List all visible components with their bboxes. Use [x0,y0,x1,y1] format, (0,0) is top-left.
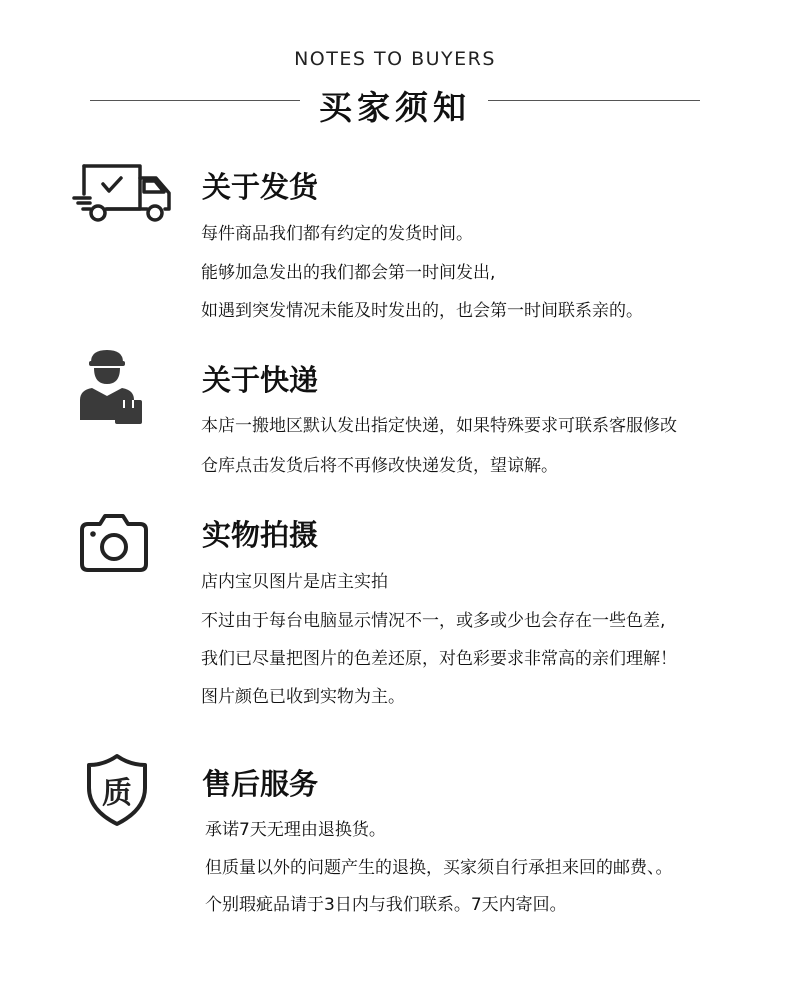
after-sales-line-3: 个别瑕疵品请于3日内与我们联系。7天内寄回。 [205,895,567,915]
shipping-line-1: 每件商品我们都有约定的发货时间。 [201,224,473,244]
after-sales-line-1: 承诺7天无理由退换货。 [205,820,386,840]
shipping-line-2: 能够加急发出的我们都会第一时间发出, [201,263,496,283]
notes-title-en: NOTES TO BUYERS [294,48,496,70]
photos-line-1: 店内宝贝图片是店主实拍 [201,572,388,592]
photos-line-2: 不过由于每台电脑显示情况不一，或多或少也会存在一些色差, [201,611,666,631]
shipping-line-3: 如遇到突发情况未能及时发出的，也会第一时间联系亲的。 [201,301,643,321]
photos-line-4: 图片颜色已收到实物为主。 [201,687,405,707]
camera-icon [78,512,150,574]
section-heading-photos: 实物拍摄 [202,518,319,552]
quality-character: 质 [102,776,132,811]
section-heading-after-sales: 售后服务 [202,767,319,801]
notes-title-zh: 买家须知 [319,88,471,127]
section-heading-shipping: 关于发货 [202,170,319,204]
courier-icon [78,348,144,428]
quality-shield-badge [84,752,150,828]
delivery-truck-icon [70,160,174,226]
photos-line-3: 我们已尽量把图片的色差还原，对色彩要求非常高的亲们理解！ [201,649,677,669]
after-sales-line-2: 但质量以外的问题产生的退换，买家须自行承担来回的邮费、。 [205,858,673,878]
title-divider-right [488,100,700,101]
section-heading-courier: 关于快递 [202,363,319,397]
courier-line-1: 本店一搬地区默认发出指定快递，如果特殊要求可联系客服修改 [201,416,677,436]
courier-line-2: 仓库点击发货后将不再修改快递发货，望谅解。 [201,456,558,476]
